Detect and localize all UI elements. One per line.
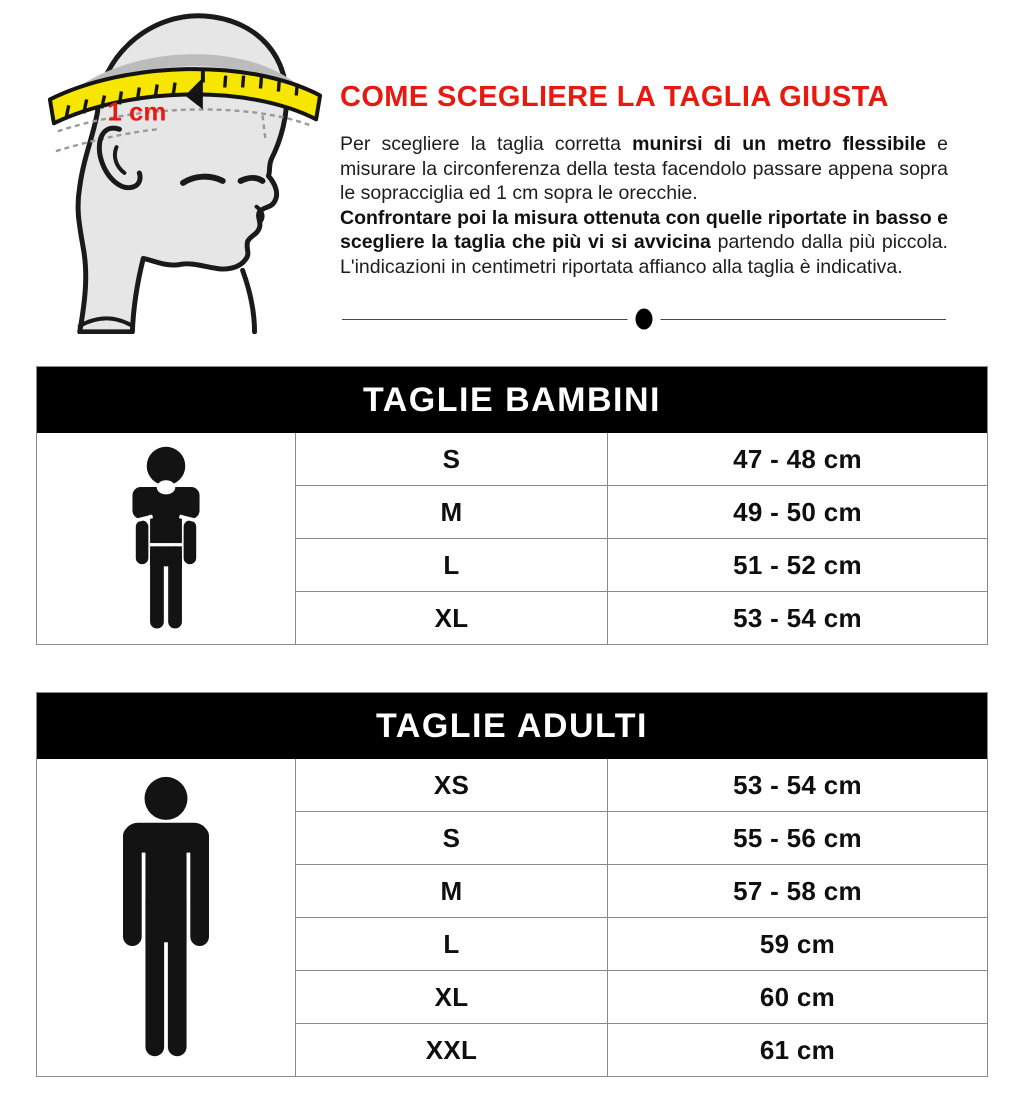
size-range: 51 - 52 cm xyxy=(733,549,862,580)
size-row xyxy=(296,1023,987,1076)
adult-table-title: TAGLIE ADULTI xyxy=(376,706,648,745)
size-row xyxy=(296,970,987,1023)
divider-dot-icon xyxy=(636,308,653,329)
measure-instructions-section xyxy=(36,0,988,352)
adult-rows xyxy=(296,759,987,1076)
size-label: XS xyxy=(296,759,608,811)
adult-table-body xyxy=(37,759,987,1076)
size-label: L xyxy=(296,539,608,591)
size-range: 59 cm xyxy=(759,928,836,959)
size-row xyxy=(296,591,987,644)
kids-table-title: TAGLIE BAMBINI xyxy=(362,380,661,419)
intro-run-rest-2: partendo dalla più piccola. L'indicazioni in centimetri riportata affianco alla taglia è indicativa. xyxy=(340,231,948,278)
adult-figure-icon xyxy=(108,776,224,1060)
size-label: M xyxy=(296,486,608,538)
child-figure-icon xyxy=(114,445,218,633)
page-title: COME SCEGLIERE LA TAGLIA GIUSTA xyxy=(340,81,889,113)
size-label: S xyxy=(296,812,608,864)
head-measure-illustration xyxy=(36,0,334,334)
size-label: L xyxy=(296,918,608,970)
size-range: 49 - 50 cm xyxy=(733,496,862,527)
section-divider xyxy=(340,308,948,330)
kids-table-body xyxy=(37,433,987,644)
size-row xyxy=(296,433,987,485)
size-range: 55 - 56 cm xyxy=(733,822,862,853)
intro-paragraph-2 xyxy=(340,206,948,280)
size-range: 61 cm xyxy=(759,1034,836,1065)
kids-size-table xyxy=(36,366,988,645)
kids-icon-cell xyxy=(37,433,296,644)
kids-table-header xyxy=(37,367,987,433)
size-row xyxy=(296,759,987,811)
intro-paragraph-1 xyxy=(340,132,948,206)
size-row xyxy=(296,811,987,864)
size-row xyxy=(296,864,987,917)
intro-run-bold: munirsi di un metro flessibile xyxy=(632,133,926,155)
size-label: XL xyxy=(296,592,608,644)
size-range: 57 - 58 cm xyxy=(733,875,862,906)
size-row xyxy=(296,917,987,970)
size-range: 53 - 54 cm xyxy=(733,602,862,633)
intro-run-normal: Per scegliere la taglia corretta xyxy=(340,133,633,155)
adult-size-table xyxy=(36,692,988,1077)
intro-text-block xyxy=(340,0,948,352)
intro-run-rest: e misurare la circonferenza della testa facendolo passare appena sopra le sopracciglia ed 1 cm sopra le orecchie. xyxy=(340,133,948,205)
size-label: XL xyxy=(296,971,608,1023)
size-label: S xyxy=(296,433,608,485)
one-cm-label: 1 cm xyxy=(107,98,167,127)
size-range: 47 - 48 cm xyxy=(733,443,862,474)
intro-run-bold-2: Confrontare poi la misura ottenuta con quelle riportate in basso e scegliere la taglia che più vi si avvicina xyxy=(340,206,948,254)
kids-rows xyxy=(296,433,987,644)
size-label: M xyxy=(296,865,608,917)
adult-table-header xyxy=(37,693,987,759)
size-label: XXL xyxy=(296,1024,608,1076)
head-illustration-svg xyxy=(36,0,334,334)
adult-icon-cell xyxy=(37,759,296,1076)
size-row xyxy=(296,538,987,591)
size-range: 60 cm xyxy=(759,981,836,1012)
size-row xyxy=(296,485,987,538)
size-range: 53 - 54 cm xyxy=(733,769,862,800)
